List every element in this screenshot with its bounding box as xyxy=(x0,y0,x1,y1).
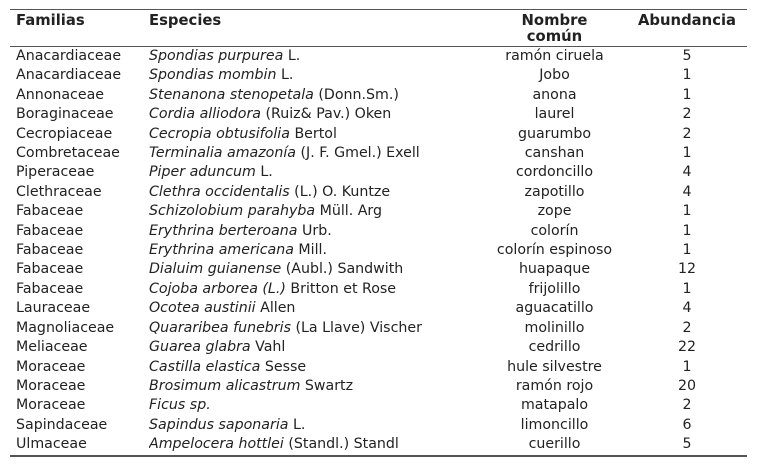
cell-common-name: aguacatillo xyxy=(515,300,594,317)
header-nombre-comun xyxy=(482,10,627,47)
cell-abundance: 4 xyxy=(682,164,692,181)
species-table xyxy=(10,9,747,457)
cell-family: Combretaceae xyxy=(16,145,120,162)
cell-family: Fabaceae xyxy=(16,222,84,239)
cell-common-name: ramón ciruela xyxy=(505,48,604,64)
table-row xyxy=(10,435,747,455)
cell-species xyxy=(149,86,482,105)
cell-species xyxy=(149,222,482,241)
cell-family: Anacardiaceae xyxy=(16,48,122,64)
cell-family: Fabaceae xyxy=(16,261,84,278)
species-author: (Standl.) Standl xyxy=(283,436,399,453)
species-author: Sesse xyxy=(260,358,307,375)
species-author: Mill. xyxy=(293,242,328,259)
cell-common-name: cuerillo xyxy=(528,436,581,453)
cell-species xyxy=(149,377,482,396)
species-author: Allen xyxy=(255,300,296,317)
species-author: (J. F. Gmel.) Exell xyxy=(295,145,420,162)
cell-abundance: 1 xyxy=(682,242,692,259)
species-author: (Aubl.) Sandwith xyxy=(281,261,404,278)
cell-common-name: matapalo xyxy=(520,397,589,414)
cell-abundance: 4 xyxy=(682,300,692,317)
cell-abundance: 1 xyxy=(682,280,692,297)
cell-species xyxy=(149,396,482,415)
cell-family: Ulmaceae xyxy=(16,436,87,453)
table-row xyxy=(10,280,747,299)
cell-family: Meliaceae xyxy=(16,339,88,356)
species-scientific-name: Piper aduncum xyxy=(149,164,256,181)
cell-common-name: limoncillo xyxy=(520,416,589,433)
cell-family: Lauraceae xyxy=(16,300,91,317)
cell-abundance: 6 xyxy=(682,416,692,433)
table-body xyxy=(10,47,747,456)
cell-abundance: 22 xyxy=(677,339,697,356)
species-author: Urb. xyxy=(297,222,332,239)
cell-family: Fabaceae xyxy=(16,280,84,297)
table-row xyxy=(10,416,747,435)
cell-common-name: zapotillo xyxy=(524,183,585,200)
table-row xyxy=(10,319,747,338)
species-scientific-name: Spondias mombin xyxy=(149,67,277,84)
table-row xyxy=(10,86,747,105)
cell-species xyxy=(149,125,482,144)
cell-species xyxy=(149,416,482,435)
cell-species xyxy=(149,163,482,182)
cell-species xyxy=(149,319,482,338)
table-row xyxy=(10,377,747,396)
species-scientific-name: Cojoba arborea (L.) xyxy=(149,280,286,297)
cell-common-name: zope xyxy=(537,203,572,220)
table-row xyxy=(10,222,747,241)
cell-family: Annonaceae xyxy=(16,86,105,103)
cell-abundance: 12 xyxy=(677,261,697,278)
species-scientific-name: Castilla elastica xyxy=(149,358,261,375)
species-author: (L.) O. Kuntze xyxy=(289,183,391,200)
cell-species xyxy=(149,183,482,202)
species-scientific-name: Brosimum alicastrum xyxy=(149,377,301,394)
species-scientific-name: Ocotea austinii xyxy=(149,300,256,317)
species-scientific-name: Cecropia obtusifolia xyxy=(149,125,290,142)
cell-common-name: molinillo xyxy=(524,319,585,336)
cell-abundance: 2 xyxy=(682,125,692,142)
cell-common-name: huapaque xyxy=(518,261,591,278)
cell-species xyxy=(149,435,482,455)
species-scientific-name: Ficus sp. xyxy=(149,397,211,414)
table-row xyxy=(10,125,747,144)
cell-family: Piperaceae xyxy=(16,164,95,181)
cell-species xyxy=(149,202,482,221)
cell-species xyxy=(149,241,482,260)
species-scientific-name: Erythrina americana xyxy=(149,242,294,259)
cell-abundance: 20 xyxy=(677,377,697,394)
cell-family: Clethraceae xyxy=(16,183,102,200)
species-author: Müll. Arg xyxy=(315,203,383,220)
species-scientific-name: Ampelocera hottlei xyxy=(149,436,284,453)
table-row xyxy=(10,183,747,202)
header-nombre-line1: Nombre xyxy=(521,12,588,29)
species-author: L. xyxy=(255,164,273,181)
header-especies: Especies xyxy=(149,12,222,29)
species-scientific-name: Quararibea funebris xyxy=(149,319,291,336)
species-scientific-name: Sapindus saponaria xyxy=(149,416,289,433)
cell-common-name: cedrillo xyxy=(528,339,581,356)
species-author: Bertol xyxy=(289,125,337,142)
cell-family: Magnoliaceae xyxy=(16,319,115,336)
species-scientific-name: Schizolobium parahyba xyxy=(149,203,316,220)
table-header xyxy=(10,10,747,47)
table-row xyxy=(10,66,747,85)
cell-common-name: colorín xyxy=(530,222,579,239)
cell-family: Boraginaceae xyxy=(16,106,114,123)
cell-species xyxy=(149,260,482,279)
cell-abundance: 1 xyxy=(682,86,692,103)
cell-abundance: 2 xyxy=(682,106,692,123)
table-row xyxy=(10,241,747,260)
table-row xyxy=(10,396,747,415)
header-row xyxy=(10,10,747,47)
table-row xyxy=(10,338,747,357)
cell-common-name: laurel xyxy=(534,106,575,123)
cell-family: Fabaceae xyxy=(16,242,84,259)
species-author: (La Llave) Vischer xyxy=(290,319,422,336)
cell-family: Moraceae xyxy=(16,358,86,375)
cell-abundance: 1 xyxy=(682,222,692,239)
species-author: (Ruiz& Pav.) Oken xyxy=(260,106,392,123)
cell-abundance: 1 xyxy=(682,145,692,162)
cell-common-name: anona xyxy=(532,86,577,103)
cell-species xyxy=(149,338,482,357)
cell-abundance: 2 xyxy=(682,397,692,414)
species-scientific-name: Cordia alliodora xyxy=(149,106,261,123)
species-scientific-name: Guarea glabra xyxy=(149,339,251,356)
cell-abundance: 1 xyxy=(682,203,692,220)
header-familias: Familias xyxy=(16,12,85,29)
table-row xyxy=(10,202,747,221)
cell-common-name: Jobo xyxy=(539,67,570,84)
cell-common-name: colorín espinoso xyxy=(496,242,613,259)
header-abundancia: Abundancia xyxy=(637,12,737,29)
cell-species xyxy=(149,358,482,377)
cell-species xyxy=(149,299,482,318)
cell-species xyxy=(149,105,482,124)
cell-family: Moraceae xyxy=(16,377,86,394)
species-table-container xyxy=(10,9,741,457)
cell-common-name: hule silvestre xyxy=(507,358,602,375)
species-author: (Donn.Sm.) xyxy=(313,86,399,103)
species-author: Vahl xyxy=(250,339,286,356)
table-row xyxy=(10,260,747,279)
species-author: L. xyxy=(283,48,301,64)
cell-family: Moraceae xyxy=(16,397,86,414)
species-author: L. xyxy=(288,416,306,433)
species-scientific-name: Erythrina berteroana xyxy=(149,222,298,239)
cell-species xyxy=(149,280,482,299)
species-author: L. xyxy=(276,67,294,84)
species-author: Swartz xyxy=(300,377,354,394)
cell-common-name: ramón rojo xyxy=(515,377,594,394)
table-row xyxy=(10,105,747,124)
table-row xyxy=(10,144,747,163)
species-scientific-name: Dialuim guianense xyxy=(149,261,282,278)
species-scientific-name: Clethra occidentalis xyxy=(149,183,290,200)
cell-abundance: 5 xyxy=(682,436,692,453)
species-author: Britton et Rose xyxy=(285,280,397,297)
table-row xyxy=(10,358,747,377)
cell-abundance: 1 xyxy=(682,358,692,375)
header-nombre-line2: común xyxy=(526,28,583,45)
cell-species xyxy=(149,47,482,67)
cell-common-name: canshan xyxy=(524,145,585,162)
table-row xyxy=(10,163,747,182)
cell-abundance: 1 xyxy=(682,67,692,84)
cell-species xyxy=(149,66,482,85)
species-scientific-name: Stenanona stenopetala xyxy=(149,86,314,103)
cell-abundance: 5 xyxy=(682,48,692,64)
cell-abundance: 4 xyxy=(682,183,692,200)
table-row xyxy=(10,299,747,318)
cell-family: Cecropiaceae xyxy=(16,125,113,142)
table-row xyxy=(10,47,747,67)
cell-common-name: guarumbo xyxy=(517,125,592,142)
species-scientific-name: Spondias purpurea xyxy=(149,48,284,64)
cell-family: Fabaceae xyxy=(16,203,84,220)
cell-family: Anacardiaceae xyxy=(16,67,122,84)
cell-family: Sapindaceae xyxy=(16,416,108,433)
cell-species xyxy=(149,144,482,163)
cell-abundance: 2 xyxy=(682,319,692,336)
species-scientific-name: Terminalia amazonía xyxy=(149,145,296,162)
cell-common-name: cordoncillo xyxy=(515,164,594,181)
cell-common-name: frijolillo xyxy=(528,280,581,297)
